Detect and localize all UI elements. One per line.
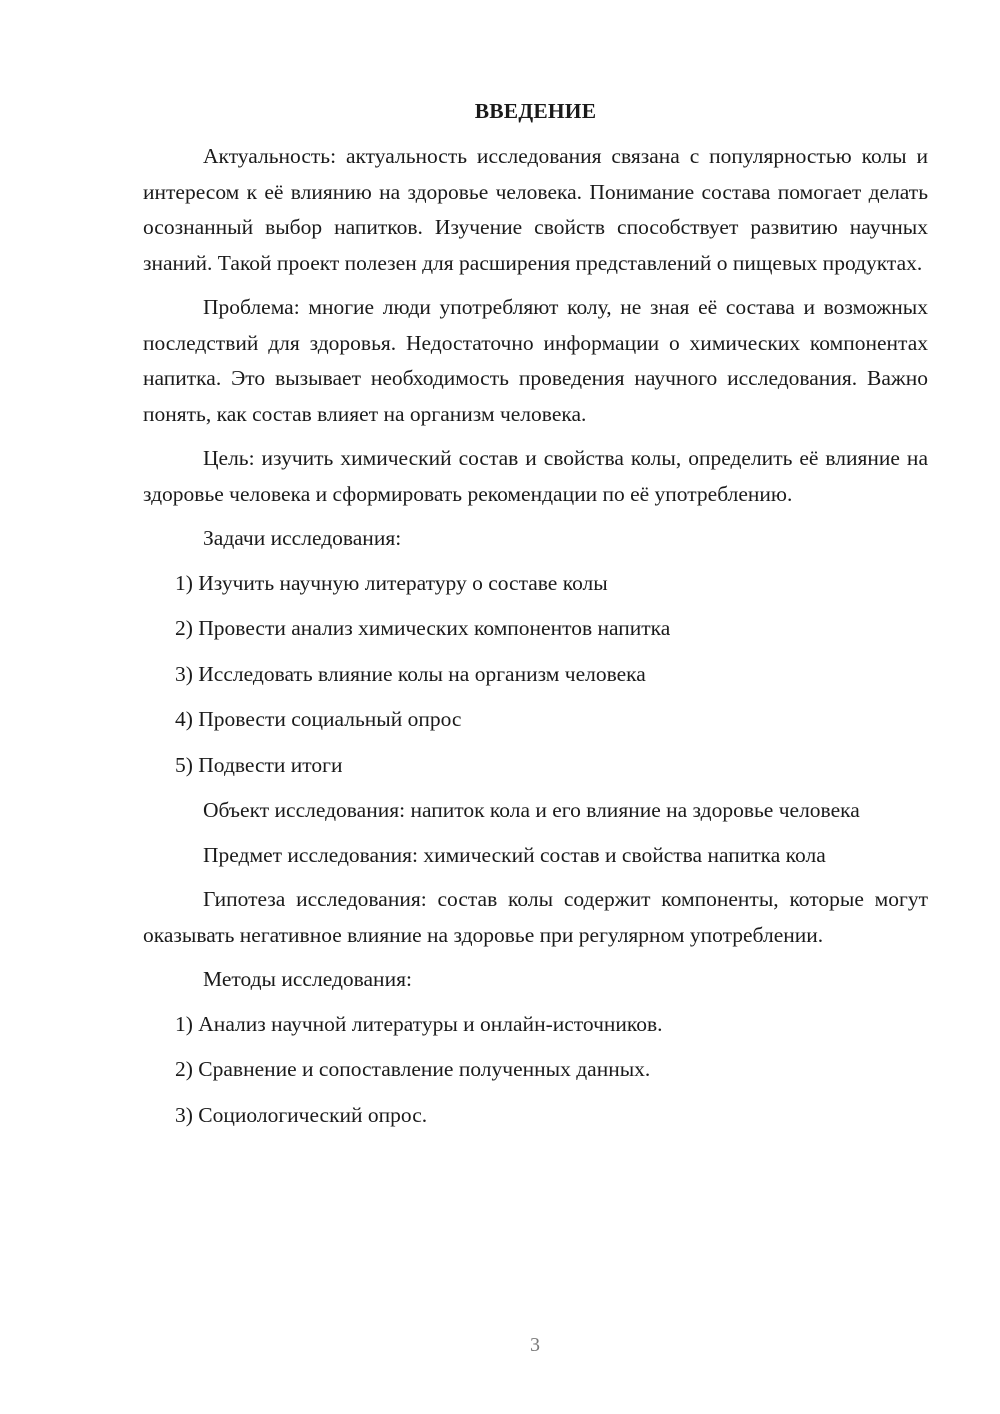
list-item: 1) Изучить научную литературу о составе колы xyxy=(175,570,608,595)
list-item: 5) Подвести итоги xyxy=(175,752,343,777)
methods-list xyxy=(143,1007,928,1134)
page-content xyxy=(143,96,928,1143)
tasks-list xyxy=(143,566,928,784)
tasks-heading: Задачи исследования: xyxy=(203,526,402,550)
list-item: 3) Исследовать влияние колы на организм человека xyxy=(175,661,646,686)
list-item: 3) Социологический опрос. xyxy=(175,1102,428,1127)
relevance-paragraph: Актуальность: актуальность исследования связана с популярностью колы и интересом к её влиянию на здоровье человека. Понимание состава помогает делать осознанный выбор напитков. Изучение свойств способствует развитию научных знаний. Такой проект полезен для расширения представлений о пищевых продуктах. xyxy=(143,144,928,275)
methods-heading: Методы исследования: xyxy=(203,967,412,991)
list-item: 2) Сравнение и сопоставление полученных данных. xyxy=(175,1057,651,1081)
problem-paragraph: Проблема: многие люди употребляют колу, не зная её состава и возможных последствий для здоровья. Недостаточно информации о химических компонентах напитка. Это вызывает необходимость проведения научного исследования. Важно понять, как состав влияет на организм человека. xyxy=(143,295,928,426)
list-item: 4) Провести социальный опрос xyxy=(175,707,462,731)
page-number: 3 xyxy=(530,1334,540,1356)
list-item: 2) Провести анализ химических компонентов напитка xyxy=(175,616,671,640)
list-item: 1) Анализ научной литературы и онлайн-источников. xyxy=(175,1011,663,1036)
subject-paragraph: Предмет исследования: химический состав и свойства напитка кола xyxy=(203,842,826,867)
hypothesis-paragraph: Гипотеза исследования: состав колы содержит компоненты, которые могут оказывать негативное влияние на здоровье при регулярном употреблении. xyxy=(143,887,928,947)
object-paragraph: Объект исследования: напиток кола и его влияние на здоровье человека xyxy=(203,798,860,822)
goal-paragraph: Цель: изучить химический состав и свойства колы, определить её влияние на здоровье человека и сформировать рекомендации по её употреблению. xyxy=(143,446,928,506)
section-title: ВВЕДЕНИЕ xyxy=(474,99,597,123)
